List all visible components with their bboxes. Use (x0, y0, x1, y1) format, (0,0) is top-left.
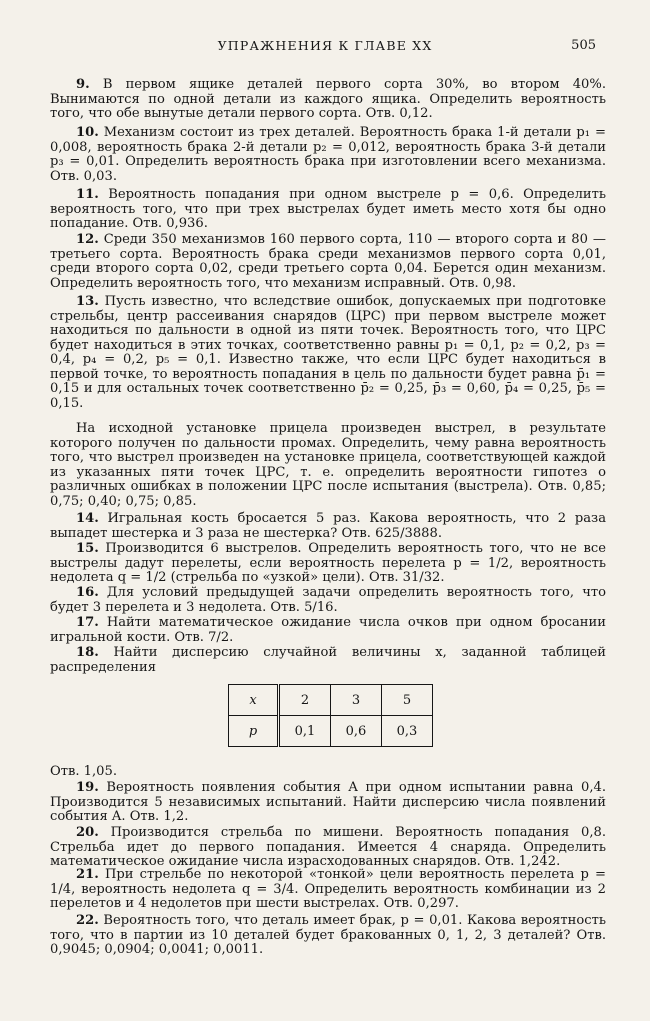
page-number: 505 (571, 38, 596, 53)
exercise-19: 19. Вероятность появления события A при одном испытании равна 0,4. Производится 5 независимых испытаний. Найти дисперсию числа появлений события A. Отв. 1,2. (50, 780, 606, 824)
answer-18: Отв. 1,05. (50, 764, 117, 779)
table-cell: 5 (382, 685, 433, 716)
chapter-title: УПРАЖНЕНИЯ К ГЛАВЕ XX (217, 38, 433, 53)
exercise-13: 13. Пусть известно, что вследствие ошибок, допускаемых при подготовке стрельбы, центр рассеивания снарядов (ЦРС) при первом выстреле может находиться по дальности в одной из пяти точек. Вероятность того, что ЦРС будет находиться в этих точках, соответственно равны p₁ = 0,1, p₂ = 0,2, p₃ = 0,4, p₄ = 0,2, p₅ = 0,1. Известно также, что если ЦРС будет находиться в первой точке, то вероятность попадания в цель по дальности будет равна p̄₁ = 0,15 и для остальных точек соответственно p̄₂ = 0,25, p̄₃ = 0,60, p̄₄ = 0,25, p̄₅ = 0,15. (50, 294, 606, 411)
exercise-22: 22. Вероятность того, что деталь имеет брак, p = 0,01. Какова вероятность того, что в партии из 10 деталей будет бракованных 0, 1, 2, 3 деталей? Отв. 0,9045; 0,0904; 0,0041; 0,0011. (50, 913, 606, 957)
table-cell: 3 (331, 685, 382, 716)
exercise-11: 11. Вероятность попадания при одном выстреле p = 0,6. Определить вероятность того, что при трех выстрелах будет иметь место хотя бы одно попадание. Отв. 0,936. (50, 187, 606, 231)
table-row-p (229, 716, 433, 747)
table-cell: 2 (279, 685, 331, 716)
exercise-15: 15. Производится 6 выстрелов. Определить вероятность того, что не все выстрелы дадут перелеты, если вероятность перелета p = 1/2, вероятность недолета q = 1/2 (стрельба по «узкой» цели). Отв. 31/32. (50, 541, 606, 585)
exercise-10: 10. Механизм состоит из трех деталей. Вероятность брака 1-й детали p₁ = 0,008, вероятность брака 2-й детали p₂ = 0,012, вероятность брака 3-й детали p₃ = 0,01. Определить вероятность брака при изготовлении всего механизма. Отв. 0,03. (50, 125, 606, 184)
running-header (0, 38, 650, 56)
table-cell: 0,6 (331, 716, 382, 747)
exercise-21: 21. При стрельбе по некоторой «тонкой» цели вероятность перелета p = 1/4, вероятность недолета q = 3/4. Определить вероятность комбинации из 2 перелетов и 4 недолетов при шести выстрелах. Отв. 0,297. (50, 867, 606, 911)
table-header-x: x (229, 685, 279, 716)
exercise-20: 20. Производится стрельба по мишени. Вероятность попадания 0,8. Стрельба идет до первого попадания. Имеется 4 снаряда. Определить математическое ожидание числа израсходованных снарядов. Отв. 1,242. (50, 825, 606, 869)
table-header-p: p (229, 716, 279, 747)
exercise-9: 9. В первом ящике деталей первого сорта 30%, во втором 40%. Вынимаются по одной детали из каждого ящика. Определить вероятность того, что обе вынутые детали первого сорта. Отв. 0,12. (50, 77, 606, 121)
exercise-18: 18. Найти дисперсию случайной величины x, заданной таблицей распределения (50, 645, 606, 675)
exercise-13-continued: На исходной установке прицела произведен выстрел, в результате которого получен по дальности промах. Определить, чему равна вероятность того, что выстрел произведен на установке прицела, соответствующей каждой из указанных пяти точек ЦРС, т. е. определить вероятности гипотез о различных ошибках в положении ЦРС после испытания (выстрела). Отв. 0,85; 0,75; 0,40; 0,75; 0,85. (50, 421, 606, 509)
table-cell: 0,1 (279, 716, 331, 747)
table-row-x (229, 685, 433, 716)
exercise-14: 14. Игральная кость бросается 5 раз. Какова вероятность, что 2 раза выпадет шестерка и 3 раза не шестерка? Отв. 625/3888. (50, 511, 607, 541)
exercise-16: 16. Для условий предыдущей задачи определить вероятность того, что будет 3 перелета и 3 недолета. Отв. 5/16. (50, 585, 606, 615)
table-cell: 0,3 (382, 716, 433, 747)
exercise-12: 12. Среди 350 механизмов 160 первого сорта, 110 — второго сорта и 80 — третьего сорта. Вероятность брака среди механизмов первого сорта 0,01, среди второго сорта 0,02, среди третьего сорта 0,04. Берется один механизм. Определить вероятность того, что механизм исправный. Отв. 0,98. (50, 232, 606, 291)
exercise-17: 17. Найти математическое ожидание числа очков при одном бросании игральной кости. Отв. 7/2. (50, 615, 606, 645)
distribution-table (228, 684, 433, 747)
